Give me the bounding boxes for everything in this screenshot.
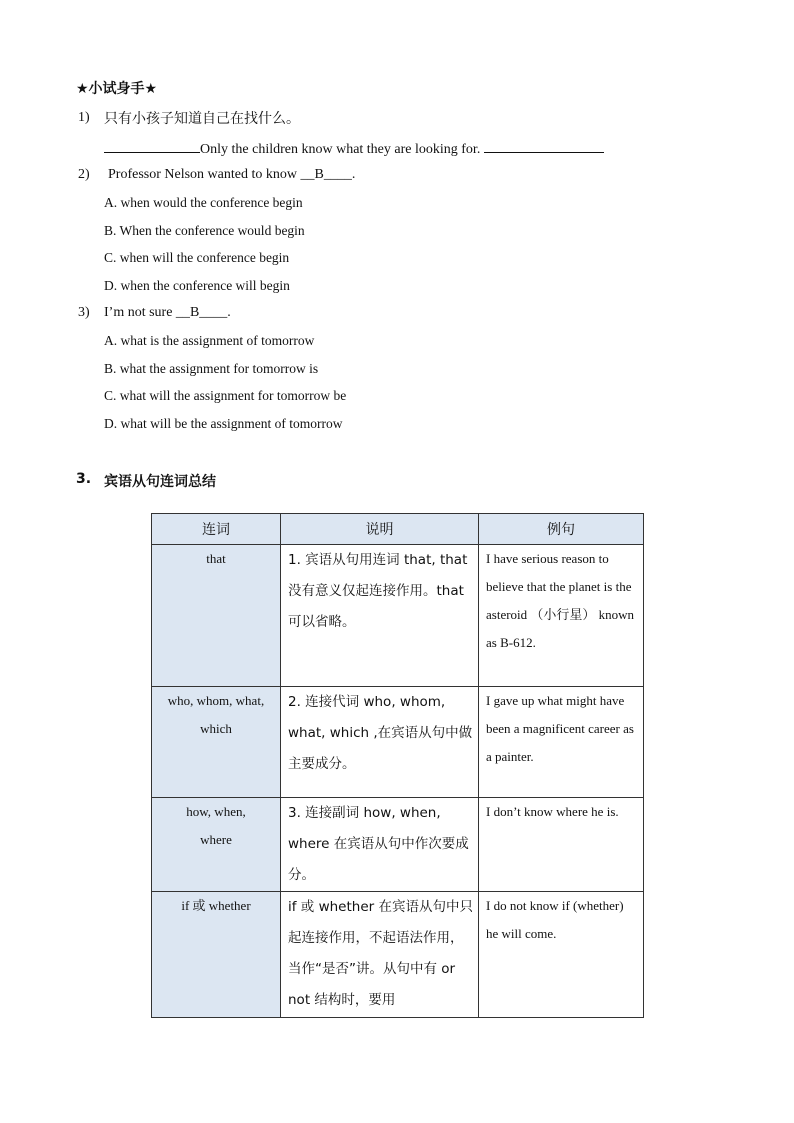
q1-answer-text: Only the children know what they are looking for. — [200, 142, 481, 157]
q1-prompt: 只有小孩子知道自己在找什么。 — [104, 111, 300, 127]
blank-before — [104, 140, 200, 153]
cell-note — [281, 545, 479, 687]
q2-stem — [108, 167, 355, 183]
blank-after — [484, 140, 604, 153]
conj-text: how, when, where — [186, 804, 246, 847]
conj-text: that — [206, 551, 226, 566]
conj-text: who, whom, what, which — [167, 693, 265, 736]
example-text: I have serious reason to believe that the planet is the asteroid （小行星） known as B-612. — [486, 551, 635, 650]
note-text: if 或 whether 在宾语从句中只起连接作用，不起语法作用，当作“是否”讲。从句中有 or not 结构时，要用 — [288, 899, 473, 1008]
conj-text: if 或 whether — [181, 898, 251, 913]
section3-title: 宾语从句连词总结 — [104, 474, 216, 490]
q2-answer: B — [314, 167, 324, 182]
cell-note — [281, 892, 479, 1018]
header-conj: 连词 — [152, 514, 281, 545]
example-text: I gave up what might have been a magnificent career as a painter. — [486, 693, 634, 764]
table-row — [152, 687, 644, 798]
q1-answer-line — [104, 140, 604, 158]
cell-note — [281, 798, 479, 892]
q2-option-b: B. When the conference would begin — [104, 223, 305, 238]
q2-number: 2) — [78, 167, 90, 182]
cell-example — [479, 798, 644, 892]
cell-example — [479, 545, 644, 687]
table-row — [152, 545, 644, 687]
q1-number: 1) — [78, 110, 90, 125]
cell-example — [479, 687, 644, 798]
note-text: 3. 连接副词 how, when, where 在宾语从句中作次要成分。 — [288, 805, 469, 883]
q3-stem-end: ____. — [199, 305, 231, 320]
cell-conj — [152, 687, 281, 798]
q2-option-c: C. when will the conference begin — [104, 250, 290, 265]
q2-stem-end: ____. — [323, 167, 356, 182]
note-text: 2. 连接代词 who, whom, what, which ,在宾语从句中做主要成分。 — [288, 694, 473, 772]
q3-number: 3) — [78, 305, 90, 320]
example-text: I do not know if (whether) he will come. — [486, 898, 624, 941]
cell-note — [281, 687, 479, 798]
q3-stem-text: I’m not sure __ — [104, 305, 190, 320]
note-text: 1. 宾语从句用连词 that, that 没有意义仅起连接作用。that 可以省略。 — [288, 552, 468, 630]
cell-conj — [152, 892, 281, 1018]
q3-stem — [104, 305, 231, 321]
cell-conj — [152, 798, 281, 892]
q2-option-a: A. when would the conference begin — [104, 195, 303, 210]
section-heading-try: ★小试身手★ — [76, 81, 158, 97]
header-example: 例句 — [479, 514, 644, 545]
q3-option-c: C. what will the assignment for tomorrow be — [104, 388, 347, 403]
table-row — [152, 892, 644, 1018]
cell-example — [479, 892, 644, 1018]
q3-option-a: A. what is the assignment of tomorrow — [104, 333, 315, 348]
conjunction-table — [151, 513, 644, 1018]
q2-option-d: D. when the conference will begin — [104, 278, 290, 293]
example-text: I don’t know where he is. — [486, 804, 619, 819]
q2-stem-text: Professor Nelson wanted to know __ — [108, 167, 315, 182]
q3-option-b: B. what the assignment for tomorrow is — [104, 361, 319, 376]
q3-option-d: D. what will be the assignment of tomorrow — [104, 416, 343, 431]
table-row — [152, 798, 644, 892]
table-header-row — [152, 514, 644, 545]
cell-conj — [152, 545, 281, 687]
q3-answer: B — [189, 305, 200, 320]
section3-number: 3. — [76, 471, 92, 487]
header-note: 说明 — [281, 514, 479, 545]
